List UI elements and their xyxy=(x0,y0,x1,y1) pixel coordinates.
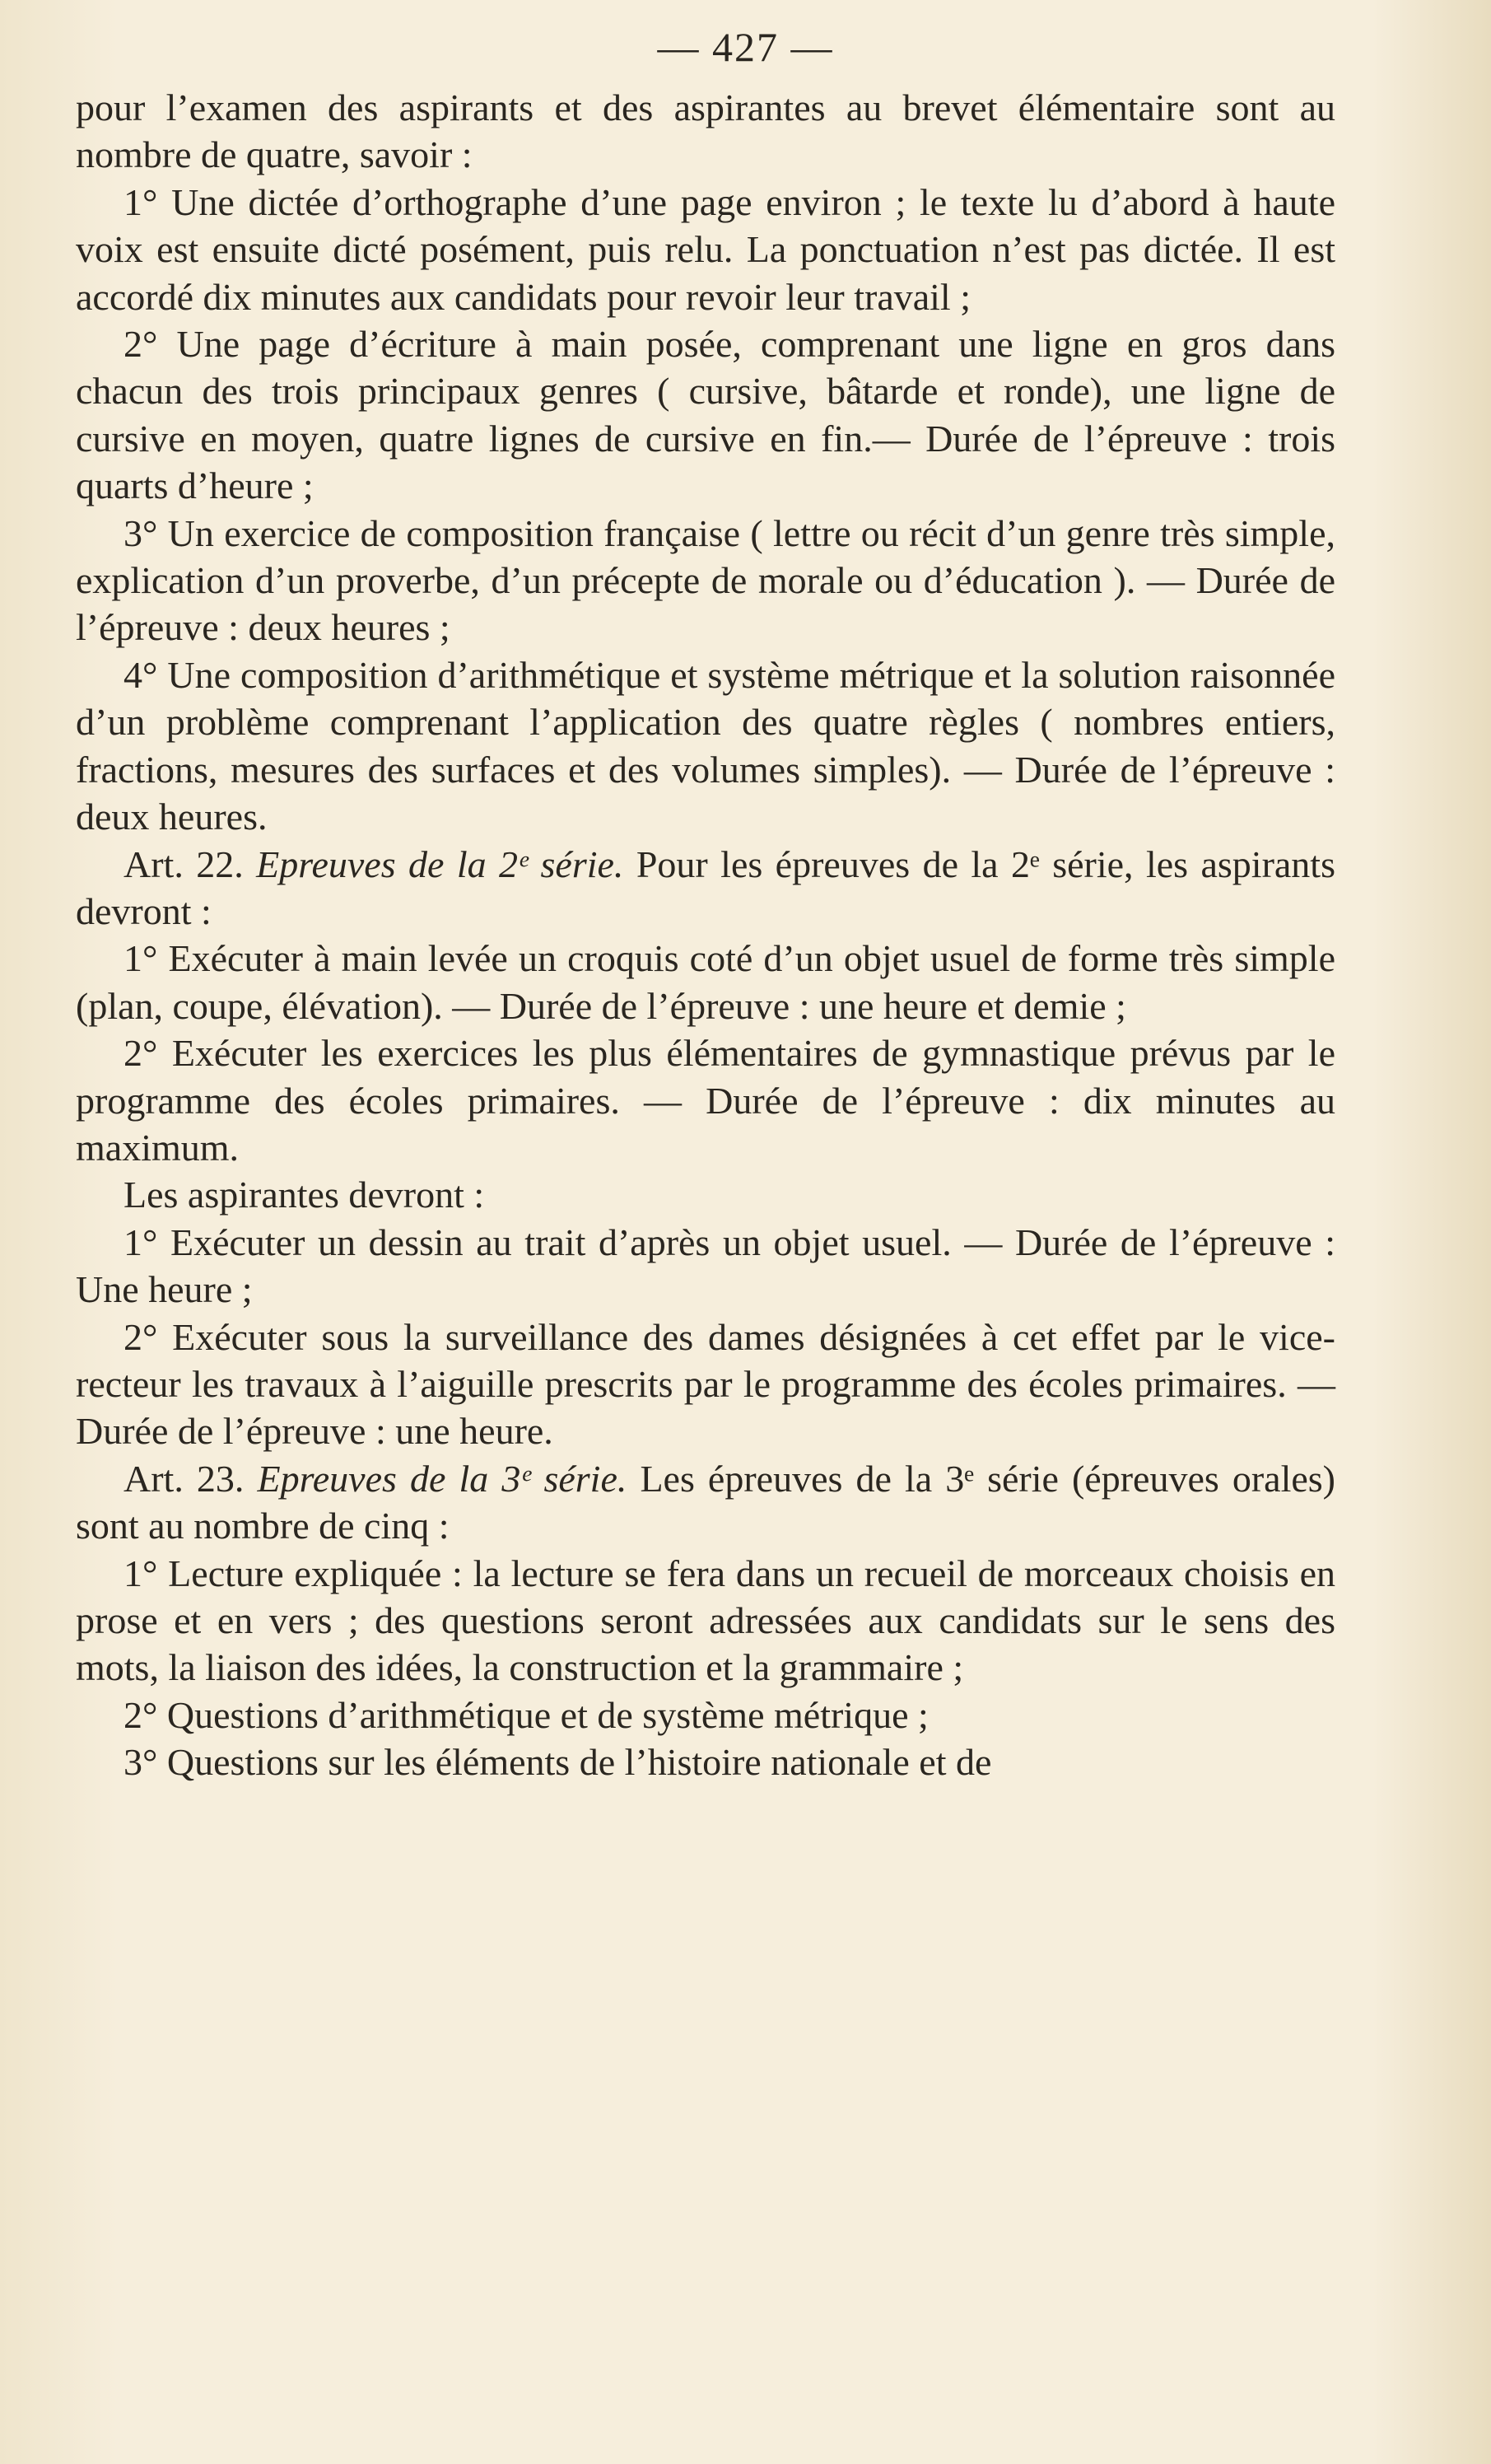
paragraph-gymnastique: 2° Exécuter les exercices les plus élémentaires de gymnastique prévus par le programme des écoles primaires. — Durée de l’épreuve : dix minutes au maximum. xyxy=(76,1032,1335,1169)
paragraph-questions-arithmetique: 2° Questions d’arithmétique et de système métrique ; xyxy=(123,1693,929,1736)
paragraph-arithmetique: 4° Une composition d’arithmétique et système métrique et la solution raisonnée d’un problème comprenant l’application des quatre règles ( nombres entiers, fractions, mesures des surfaces et des volumes simples). — Durée de l’épreuve : deux heures. xyxy=(76,653,1335,838)
paragraph-dessin: 1° Exécuter un dessin au trait d’après un objet usuel. — Durée de l’épreuve : Une heure ; xyxy=(76,1220,1335,1311)
paragraph-questions-histoire: 3° Questions sur les éléments de l’histoire nationale et de xyxy=(123,1741,992,1784)
article-22-title: Epreuves de la 2ᵉ série. xyxy=(256,842,624,885)
paragraph-lecture-expliquee: 1° Lecture expliquée : la lecture se fera dans un recueil de morceaux choisis en prose et en vers ; des questions seront adressées aux candidats sur le sens des mots, la liaison des idées, la construction et la grammaire ; xyxy=(76,1552,1335,1689)
page-body xyxy=(76,84,1335,1786)
paragraph-aspirantes: Les aspirantes devront : xyxy=(123,1174,485,1216)
article-23-title: Epreuves de la 3ᵉ série. xyxy=(257,1457,627,1500)
article-23-text: Les épreuves de la 3ᵉ série (épreuves orales) sont au nombre de cinq : xyxy=(76,1457,1335,1547)
paragraph-composition-francaise: 3° Un exercice de composition française ( lettre ou récit d’un genre très simple, explication d’un proverbe, d’un précepte de morale ou d’éducation ). — Durée de l’épreuve : deux heures ; xyxy=(76,511,1335,649)
article-22 xyxy=(76,841,1335,936)
article-22-prefix: Art. 22. xyxy=(123,842,257,885)
article-23-prefix: Art. 23. xyxy=(123,1457,258,1500)
paragraph-ecriture: 2° Une page d’écriture à main posée, comprenant une ligne en gros dans chacun des trois principaux genres ( cursive, bâtarde et ronde), une ligne de cursive en moyen, quatre lignes de cursive en fin.— Durée de l’épreuve : trois quarts d’heure ; xyxy=(76,323,1335,507)
page-number: — 427 — xyxy=(657,24,834,70)
article-22-text: Pour les épreuves de la 2ᵉ série, les aspirants devront : xyxy=(76,842,1335,932)
article-23 xyxy=(76,1455,1335,1550)
paragraph-travaux-aiguille: 2° Exécuter sous la surveillance des dames désignées à cet effet par le vice-recteur les travaux à l’aiguille prescrits par le programme des écoles primaires. — Durée de l’épreuve : une heure. xyxy=(76,1315,1335,1453)
paragraph-croquis: 1° Exécuter à main levée un croquis coté d’un objet usuel de forme très simple (plan, coupe, élévation). — Durée de l’épreuve : une heure et demie ; xyxy=(76,937,1335,1027)
paragraph-intro: pour l’examen des aspirants et des aspirantes au brevet élémentaire sont au nombre de quatre, savoir : xyxy=(76,86,1335,176)
paragraph-dictee: 1° Une dictée d’orthographe d’une page environ ; le texte lu d’abord à haute voix est ensuite dicté posément, puis relu. La ponctuation n’est pas dictée. Il est accordé dix minutes aux candidats pour revoir leur travail ; xyxy=(76,180,1335,318)
